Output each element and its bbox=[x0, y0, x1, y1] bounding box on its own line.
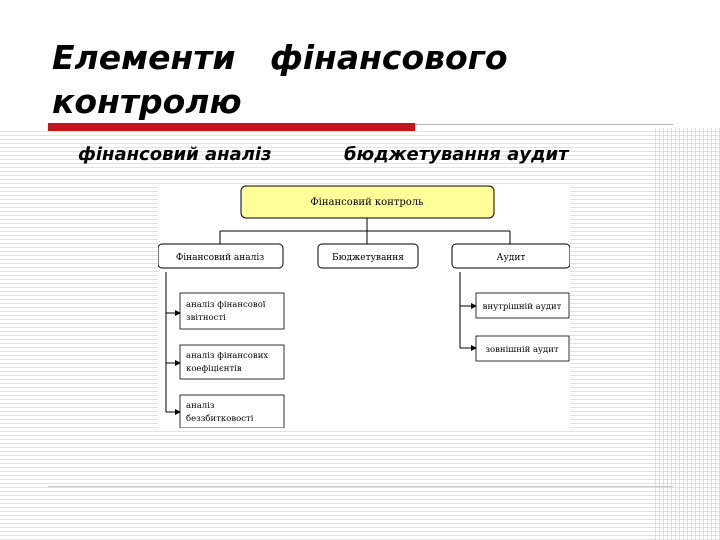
title-accent-bar bbox=[48, 123, 415, 131]
org-chart-svg bbox=[158, 184, 570, 428]
audit-child-internal bbox=[476, 293, 569, 318]
analysis-child-ratios bbox=[180, 345, 284, 379]
subtitle-budgeting-audit: бюджетування аудит bbox=[344, 144, 569, 165]
analysis-child-breakeven-line2: беззбитковості bbox=[186, 414, 254, 424]
audit-child-external bbox=[476, 336, 569, 361]
root-node-label: Фінансовий контроль bbox=[310, 197, 424, 208]
audit-child-internal-label: внутрішній аудит bbox=[482, 302, 562, 312]
branch-label-audit: Аудит bbox=[496, 253, 526, 263]
branch-budgeting bbox=[318, 244, 418, 268]
striped-background-right bbox=[652, 128, 720, 540]
title-divider bbox=[415, 124, 673, 125]
subtitle-financial-analysis: фінансовий аналіз bbox=[78, 144, 272, 165]
analysis-child-breakeven-line1: аналіз bbox=[186, 401, 215, 411]
root-node bbox=[241, 186, 494, 218]
analysis-child-ratios-line1: аналіз фінансових bbox=[186, 351, 269, 361]
branch-financial-analysis bbox=[158, 244, 283, 268]
branch-label-budgeting: Бюджетування bbox=[332, 253, 404, 263]
org-chart-diagram bbox=[158, 184, 570, 428]
audit-child-external-label: зовнішній аудит bbox=[485, 345, 559, 355]
analysis-child-breakeven bbox=[180, 395, 284, 428]
footer-divider bbox=[48, 486, 673, 487]
analysis-child-reports-line1: аналіз фінансової bbox=[186, 300, 266, 310]
branch-label-financial-analysis: Фінансовий аналіз bbox=[175, 253, 265, 263]
analysis-child-reports-line2: звітності bbox=[186, 313, 226, 323]
slide-title: Елементи фінансового контролю bbox=[52, 38, 520, 121]
analysis-child-ratios-line2: коефіцієнтів bbox=[186, 364, 242, 374]
analysis-child-reports bbox=[180, 293, 284, 329]
branch-audit bbox=[452, 244, 570, 268]
